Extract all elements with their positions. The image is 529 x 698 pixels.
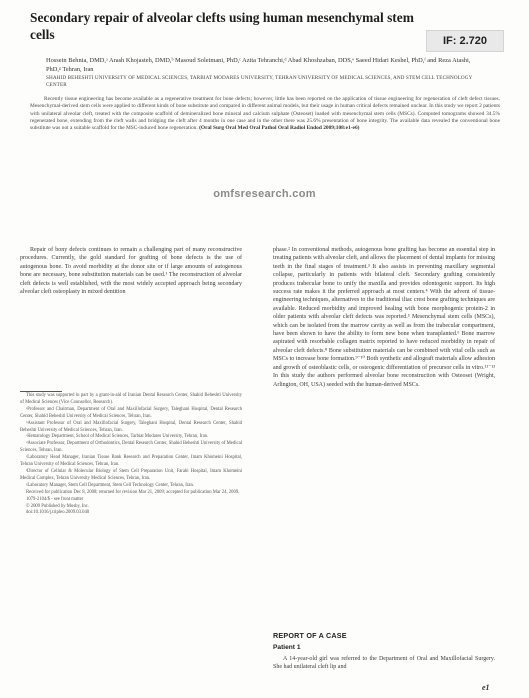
section-heading-report: REPORT OF A CASE bbox=[273, 631, 347, 640]
footnote-copyright: © 2009 Published by Mosby, Inc. bbox=[26, 503, 90, 509]
footnote-author-g: ᵍLaboratory Manager, Stem Cell Department, Stem Cell Technology Center, Tehran, Iran. bbox=[26, 482, 194, 488]
abstract bbox=[30, 96, 500, 132]
right-column bbox=[273, 246, 495, 389]
footnote-author-c: ᶜHematology Department, School of Medical Sciences, Tarbiat Modares University, Tehran, Iran. bbox=[26, 434, 209, 440]
affiliations: SHAHID BEHESHTI UNIVERSITY OF MEDICAL SCIENCES, TARBIAT MODARES UNIVERSITY, TEHRAN UNIVERSITY OF MEDICAL SCIENCES, AND STEM CELL TECHNOLOGY CENTER bbox=[46, 74, 473, 88]
footnote-author-e: ᵉLaboratory Head Manager, Iranian Tissue Bank Research and Preparation Center, Imam Khomeini Hospital, Tehran University of Medical Sciences, Tehran, Iran. bbox=[20, 455, 242, 468]
intro-paragraph: Repair of bony defects continues to remain a challenging part of many reconstructive procedures. Currently, the gold standard for grafting of bone defects is the use of autogenous bone. To avoid morbidity at the donor site or if large amounts of autogenous bone are necessary, bone substitution materials can be used.¹ The reconstruction of alveolar cleft defects is well established, with the most widely accepted approach being secondary alveolar cleft osteoplasty in mixed dentition bbox=[20, 247, 242, 296]
abstract-text: Recently tissue engineering has become available as a regenerative treatment for bone defects; however, little has been reported on the application of tissue engineering for regeneration of cleft defect tissues. Mesenchymal-derived stem cells were applied to different kinds of bone substitute and compared in different animal models, but their usage in human critical defects remained unclear. In this study we report 2 patients with unilateral alveolar cleft, treated with the composite scaffold of demineralized bone mineral and calcium sulphate (Osteoset) loaded with mesenchymal stem cells (MSCs). Computed tomograms showed 34.5% regenerated bone, extending from the cleft walls and bridging the cleft after 4 months in one case and in the other there was 25.6% presentation of bone integrity. The available data revealed the conventional bone substitute was not a suitable scaffold for the MSC-induced bone regeneration. bbox=[30, 96, 500, 132]
author-list: Hossein Behnia, DMD,ᵃ Arash Khojasteh, DMD,ᵇ Masoud Soleimani, PhD,ᶜ Azita Tehranchi,ᵈ Abad Khoshzaban, DDS,ᵉ Saeed Hidari Keshel, PhD,ᶠ and Reza Atashi, PhD,ᵍ Tehran, Iran bbox=[46, 57, 471, 73]
footnote-author-d: ᵈAssociate Professor, Department of Orthodontics, Dental Research Center, Shahid Beheshti University of Medical Sciences, Tehran, Iran. bbox=[20, 441, 242, 454]
footnote-rule bbox=[20, 391, 62, 392]
impact-factor-badge: IF: 2.720 bbox=[426, 30, 504, 52]
page-number: e1 bbox=[482, 683, 490, 692]
watermark-url: omfsresearch.com bbox=[213, 188, 316, 200]
footnote-author-a: ᵃProfessor and Chairman, Department of Oral and Maxillofacial Surgery, Taleghani Hospital, Dental Research Center, Shahid Beheshti University of Medical Sciences, Tehran, Iran. bbox=[20, 406, 242, 419]
article-title: Secondary repair of alveolar clefts using human mesenchymal stem cells bbox=[30, 10, 414, 42]
patient-paragraph: A 14-year-old girl was referred to the Department of Oral and Maxillofacial Surgery. She had unilateral cleft lip and bbox=[273, 656, 495, 671]
footnote-received: Received for publication Dec 8, 2008; returned for revision Mar 21, 2009; accepted for publication Mar 24, 2009. bbox=[26, 489, 240, 495]
footnote-doi: doi:10.1016/j.tripleo.2009.03.040 bbox=[26, 510, 90, 516]
subsection-heading-patient: Patient 1 bbox=[273, 644, 301, 651]
footnote-funding: This study was supported in part by a grant-in-aid of Iranian Dental Research Center, Shahid Beheshti University of Medical Sciences (Vice Counsellor, Research). bbox=[20, 393, 242, 405]
footnote-author-f: ᶠDirector of Cellular & Molecular Biology of Stem Cell Preparation Unit, Farabi Hospital, Imam Khomeini Medical Complex, Tehran University Medical Sciences, Tehran, Iran. bbox=[20, 468, 242, 481]
footnotes bbox=[20, 393, 242, 517]
footnote-author-b: ᵇAssistant Professor of Oral and Maxillofacial Surgery, Taleghani Hospital, Dental Research Center, Shahid Beheshti University of Medical Sciences, Tehran, Iran. bbox=[20, 420, 242, 433]
footnote-front-matter: 1079-2104/$ - see front matter bbox=[26, 496, 84, 502]
background-paragraph: phase.² In conventional methods, autogenous bone grafting has become an essential step in treating patients with alveolar cleft, and allows the placement of dental implants for missing teeth in the final stages of treatment.³ It also assists in preventing maxillary segmental collapse, particularly in patients with bilateral cleft. Secondary grafting consistently produces trabecular bone to unify the maxilla and provides odontogenic support. Its high success rate makes it the preferred approach at most centers.⁴ With the advent of tissue-engineering techniques, alternatives to the traditional iliac crest bone grafting techniques are available. Reduced morbidity and improved healing with bone morphogenic protein-2 in older patients with alveolar cleft defects was reported.⁵ Mesenchymal stem cells (MSCs), which can be isolated from the marrow cavity as well as from the trabecular compartment, have been shown to have the ability to form new bone when transplanted.⁶ Bone marrow aspirated with resorbable collagen matrix reported to have reduced morbidity in repair of alveolar cleft defects.⁸ Bone substitution materials can be combined with vital cells such as MSCs to increase bone formation.⁹⁻¹⁰ Both synthetic and allograft materials allow adhesion and growth of osteoblastic cells, or osteogenic differentiation of precursor cells in vitro.¹¹⁻¹³ In this study the authors performed alveolar bone reconstruction with Osteoset (Wright, Arlington, OH, USA) seeded with the human-derived MSCs. bbox=[273, 247, 495, 388]
abstract-citation: (Oral Surg Oral Med Oral Pathol Oral Radiol Endod 2009;108:e1-e6) bbox=[199, 125, 360, 132]
left-column bbox=[20, 246, 242, 296]
